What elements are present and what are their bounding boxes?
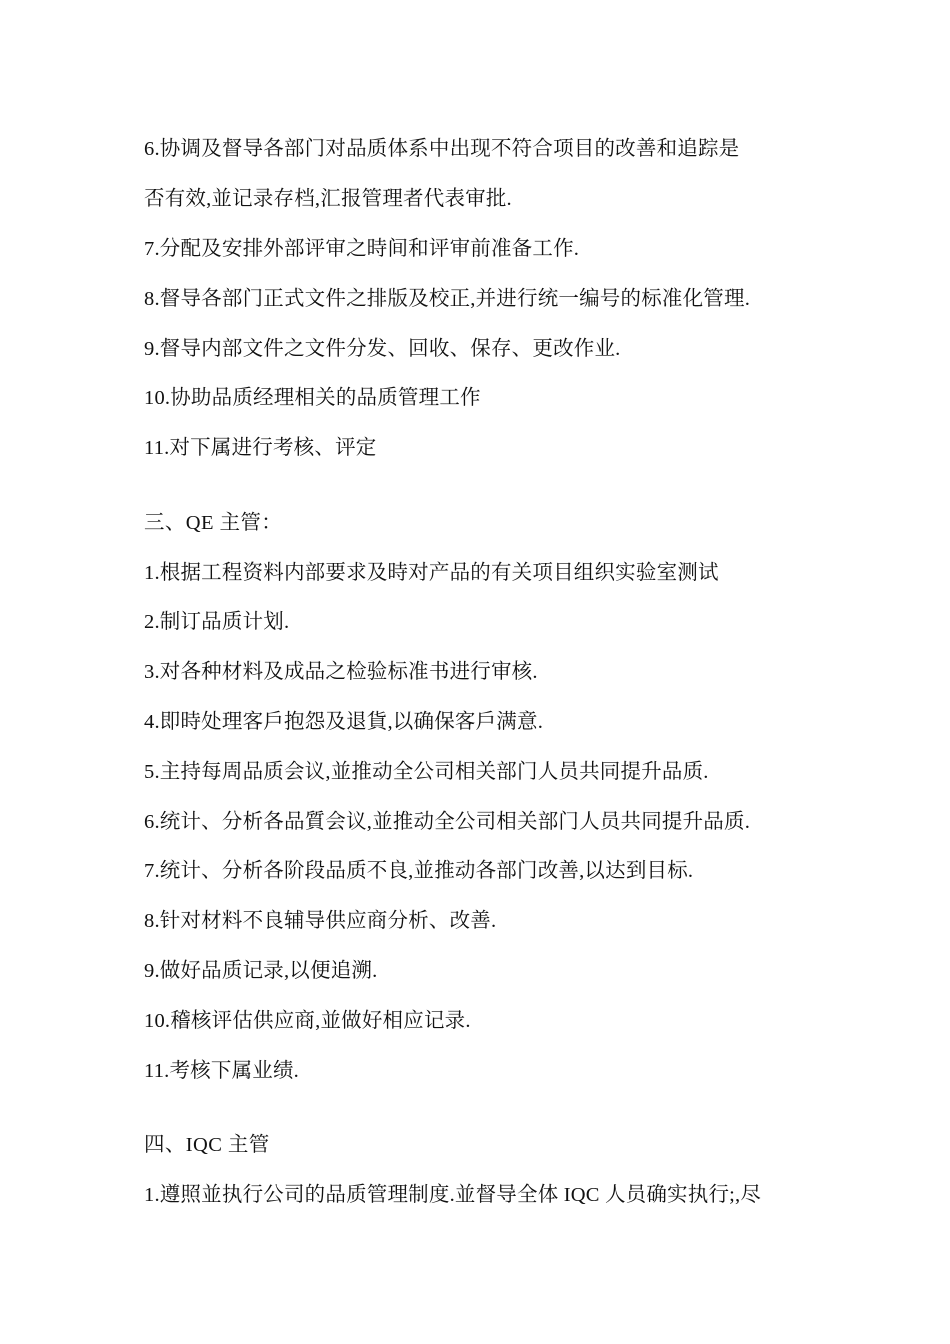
paragraph-line: 1.遵照並执行公司的品质管理制度.並督导全体 IQC 人员确实执行;,尽	[144, 1184, 762, 1206]
paragraph-line: 7.分配及安排外部评审之時间和评审前准备工作.	[144, 238, 580, 260]
paragraph-line: 5.主持每周品质会议,並推动全公司相关部门人员共同提升品质.	[144, 761, 709, 783]
section-heading-iqc: 四、IQC 主管	[144, 1134, 270, 1156]
paragraph-line: 4.即時处理客戶抱怨及退貨,以确保客戶满意.	[144, 711, 544, 733]
paragraph-line: 8.督导各部门正式文件之排版及校正,并进行统一编号的标准化管理.	[144, 288, 751, 310]
paragraph-line: 9.做好品质记录,以便追溯.	[144, 960, 378, 982]
paragraph-line: 1.根据工程资料内部要求及時对产品的有关项目组织实验室测试	[144, 562, 719, 584]
paragraph-line: 11.考核下属业绩.	[144, 1060, 299, 1082]
paragraph-line: 10.稽核评估供应商,並做好相应记录.	[144, 1010, 471, 1032]
section-heading-qe: 三、QE 主管：	[144, 512, 283, 534]
paragraph-line: 10.协助品质经理相关的品质管理工作	[144, 387, 481, 409]
paragraph-line: 6.统计、分析各品質会议,並推动全公司相关部门人员共同提升品质.	[144, 811, 751, 833]
paragraph-line: 11.对下属进行考核、评定	[144, 437, 377, 459]
paragraph-line: 9.督导内部文件之文件分发、回收、保存、更改作业.	[144, 338, 621, 360]
paragraph-line: 否有效,並记录存档,汇报管理者代表审批.	[144, 188, 512, 210]
paragraph-line: 2.制订品质计划.	[144, 611, 290, 633]
paragraph-line: 8.针对材料不良辅导供应商分析、改善.	[144, 910, 497, 932]
paragraph-line: 6.协调及督导各部门对品质体系中出现不符合项目的改善和追踪是	[144, 138, 740, 160]
paragraph-line: 3.对各种材料及成品之检验标准书进行审核.	[144, 661, 538, 683]
paragraph-line: 7.统计、分析各阶段品质不良,並推动各部门改善,以达到目标.	[144, 860, 694, 882]
